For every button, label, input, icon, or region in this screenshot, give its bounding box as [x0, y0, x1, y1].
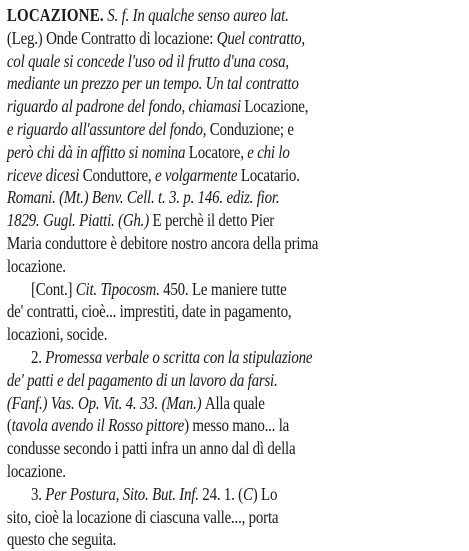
entry-line	[7, 346, 462, 369]
italic-text: Per Postura, Sito. But. Inf.	[45, 483, 203, 504]
italic-text: Quel contratto,	[216, 27, 305, 48]
italic-text: mediante un prezzo per un tempo. Un tal contratto	[6, 73, 299, 94]
roman-text: (Leg.) Onde Contratto di locazione:	[6, 27, 217, 48]
roman-text: Locazione,	[244, 96, 309, 117]
roman-text: 450. Le maniere tutte	[163, 278, 287, 299]
roman-text: questo che seguita.	[6, 529, 117, 550]
roman-text: condusse secondo i patti infra un anno dal dì della	[6, 438, 296, 459]
italic-text: tavola avendo il Rosso pittore	[11, 415, 185, 436]
entry-line	[7, 27, 462, 50]
italic-text: S. f. In qualche senso aureo lat.	[107, 5, 289, 25]
entry-line	[7, 506, 462, 529]
entry-line	[7, 460, 462, 483]
roman-text: 3.	[30, 483, 46, 504]
roman-text: Conduttore,	[82, 164, 155, 185]
italic-text: però chi dà in affitto si nomina	[6, 141, 189, 162]
entry-line	[7, 255, 462, 278]
italic-text: C	[242, 483, 253, 504]
headword: LOCAZIONE.	[6, 5, 104, 25]
italic-text: Romani. (Mt.) Benv. Cell. t. 3. p. 146. ediz. fior.	[6, 187, 280, 208]
roman-text: sito, cioè la locazione di ciascuna valle..., porta	[6, 506, 279, 527]
entry-line	[7, 528, 462, 551]
italic-text: 1829. Gugl. Piatti. (Gh.)	[6, 210, 153, 231]
italic-text: e chi lo	[247, 141, 290, 162]
roman-text: Maria conduttore è debitore nostro ancora della prima	[6, 232, 319, 253]
italic-text: Promessa verbale o scritta con la stipulazione	[45, 346, 313, 367]
entry-line	[7, 4, 462, 27]
entry-line	[7, 437, 462, 460]
italic-text: e riguardo all'assuntore del fondo,	[6, 118, 210, 139]
roman-text: Alla quale	[204, 392, 265, 413]
entry-line	[7, 483, 462, 506]
roman-text: ) messo mano... la	[184, 415, 290, 436]
italic-text: riguardo al padrone del fondo, chiamasi	[6, 96, 245, 117]
roman-text: (	[6, 415, 12, 436]
entry-line	[7, 209, 462, 232]
entry-line	[7, 414, 462, 437]
roman-text: Locatore,	[188, 141, 248, 162]
entry-line	[7, 369, 462, 392]
italic-text: de' patti e del pagamento di un lavoro da farsi.	[6, 369, 278, 390]
roman-text: de' contratti, cioè... imprestiti, date in pagamento,	[6, 301, 292, 322]
italic-text: col quale si concede l'uso od il frutto d'una cosa,	[6, 50, 289, 71]
entry-line	[7, 186, 462, 209]
entry-line	[7, 95, 462, 118]
entry-line	[7, 50, 462, 73]
entry-line	[7, 118, 462, 141]
entry-line	[7, 278, 462, 301]
italic-text: (Fanf.) Vas. Op. Vit. 4. 33. (Man.)	[6, 392, 205, 413]
roman-text: locazione.	[6, 460, 66, 481]
roman-text: locazioni, socide.	[6, 324, 108, 345]
entry-line	[7, 232, 462, 255]
roman-text: ) Lo	[252, 483, 278, 504]
roman-text: 2.	[30, 346, 46, 367]
roman-text: 24. 1. (	[202, 483, 243, 504]
entry-line	[7, 323, 462, 346]
roman-text: locazione.	[6, 255, 66, 276]
roman-text: Locatario.	[240, 164, 300, 185]
roman-text: Conduzione; e	[209, 118, 294, 139]
roman-text: [Cont.]	[30, 278, 76, 299]
italic-text: Cit. Tipocosm.	[75, 278, 164, 299]
entry-line	[7, 72, 462, 95]
roman-text: E perchè il detto Pier	[152, 210, 275, 231]
entry-line	[7, 392, 462, 415]
entry-line	[7, 141, 462, 164]
entry-line	[7, 300, 462, 323]
entry-line	[7, 164, 462, 187]
italic-text: riceve dicesi	[6, 164, 83, 185]
italic-text: e volgarmente	[154, 164, 241, 185]
